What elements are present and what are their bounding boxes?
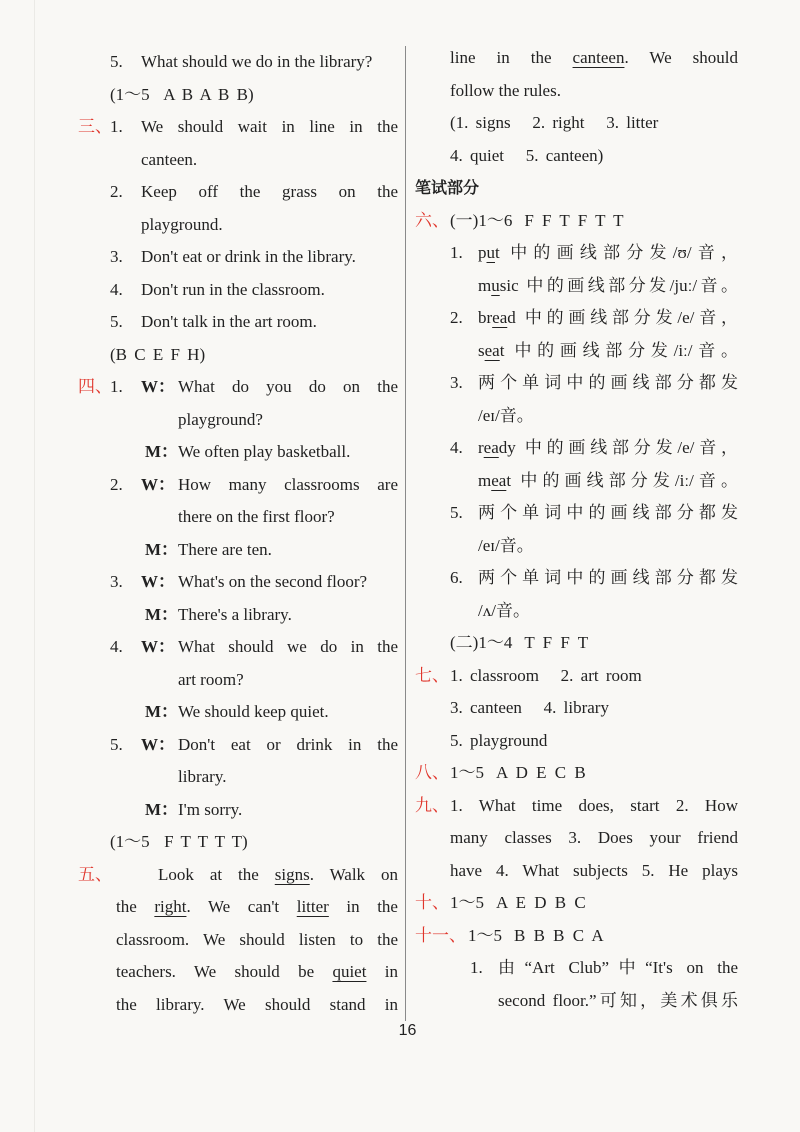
explanation-line <box>415 432 738 465</box>
item-text: Keep off the grass on the <box>141 182 398 201</box>
item-number: 1. <box>470 958 483 977</box>
item-number: 4. <box>110 637 123 656</box>
item-number: 5. <box>450 503 463 522</box>
answer-line <box>78 79 398 112</box>
answer-key: F F T F T T <box>524 210 624 230</box>
passage-text <box>116 989 398 1022</box>
answer-range: 1～5 <box>450 893 484 912</box>
speaker-w: W： <box>141 572 175 591</box>
passage-text <box>116 956 398 989</box>
explanation-line <box>415 302 738 335</box>
answer-key: (1～5 F T T T T) <box>110 832 248 851</box>
explanation-text: /eɪ/音。 <box>478 405 534 425</box>
dialog-line <box>78 566 398 599</box>
dialog-text: We often play basketball. <box>178 442 351 461</box>
passage-line <box>78 924 398 957</box>
section-label-5: 五、 <box>78 864 112 884</box>
explanation-line <box>415 270 738 303</box>
passage-segment: line in the <box>450 48 573 67</box>
page-edge-line <box>34 0 35 1132</box>
answer-line <box>78 176 398 209</box>
item-text: playground. <box>141 214 223 234</box>
answer-key: B B B C A <box>514 925 604 945</box>
passage-segment: . We should <box>624 48 738 67</box>
answer-key: (B C E F H) <box>110 344 206 364</box>
answer-line <box>415 627 738 660</box>
explanation-text <box>478 237 738 270</box>
explanation-line <box>415 497 738 530</box>
answer-line <box>415 757 738 790</box>
explanation-text: 两个单词中的画线部分都发 <box>478 373 738 392</box>
underlined-answer: signs <box>274 864 310 884</box>
answer-range: 1～5 <box>468 925 502 945</box>
underlined-letters: ea <box>483 438 499 457</box>
answer-line <box>78 241 398 274</box>
item-text: Don't talk in the art room. <box>141 312 317 331</box>
underlined-answer: canteen <box>572 48 625 67</box>
item-number: 4. <box>110 279 123 299</box>
speaker-m: M： <box>145 539 179 559</box>
section-label-9: 九、 <box>415 795 449 815</box>
underlined-letters: ea <box>491 470 507 490</box>
dialog-line <box>78 729 398 762</box>
dialog-line <box>78 794 398 827</box>
dialog-line <box>78 631 398 664</box>
right-column <box>415 42 738 1017</box>
answer-line <box>78 826 398 859</box>
answer-line <box>78 209 398 242</box>
answer-key: 3. canteen 4. library <box>450 698 609 717</box>
passage-segment: in the <box>328 897 398 916</box>
answer-key: (1～5 A B A B B) <box>110 84 254 104</box>
section-label-10: 十、 <box>415 893 449 912</box>
answer-line <box>78 274 398 307</box>
explanation-rest: 中的画线部分发/iː/音。 <box>511 470 738 490</box>
underlined-answer: right <box>154 897 187 916</box>
dialog-line <box>78 664 398 697</box>
answer-key: 4. quiet 5. canteen) <box>450 145 604 165</box>
answer-key: 5. playground <box>450 730 548 750</box>
item-number: 2. <box>450 308 463 327</box>
answer-line <box>78 339 398 372</box>
passage-segment: . Walk on <box>309 864 398 884</box>
explanation-line <box>415 952 738 985</box>
explanation-text: 两个单词中的画线部分都发 <box>478 568 738 587</box>
part-label: (二)1～4 <box>450 633 513 652</box>
item-text: Don't run in the classroom. <box>141 279 325 299</box>
item-number: 6. <box>450 568 463 587</box>
item-number: 5. <box>110 52 123 71</box>
answer-key: 1. classroom 2. art room <box>450 665 642 685</box>
answer-line <box>415 920 738 953</box>
answer-key: many classes 3. Does your friend <box>450 828 738 847</box>
answer-line <box>415 887 738 920</box>
answer-line <box>415 107 738 140</box>
dialog-text: I'm sorry. <box>178 799 243 819</box>
speaker-m: M： <box>145 702 179 721</box>
item-text: What should we do in the library? <box>141 52 373 71</box>
explanation-line <box>415 237 738 270</box>
item-number: 1. <box>450 243 463 262</box>
explanation-text: 由“Art Club”中“It's on the <box>498 958 738 977</box>
word-part: d <box>507 308 516 327</box>
dialog-line <box>78 599 398 632</box>
word-part: m <box>478 275 492 295</box>
answer-range: 1～5 <box>450 763 484 782</box>
explanation-text <box>478 465 738 498</box>
heading-text: 笔试部分 <box>415 178 480 197</box>
section-label-4: 四、 <box>78 377 112 396</box>
passage-line <box>78 956 398 989</box>
passage-segment: in <box>366 962 398 981</box>
dialog-text: What should we do in the <box>178 637 398 656</box>
answer-line <box>78 144 398 177</box>
passage-line <box>415 42 738 75</box>
section-label-7: 七、 <box>415 665 449 685</box>
item-number: 2. <box>110 182 123 201</box>
item-number: 5. <box>110 312 123 331</box>
passage-text <box>450 42 738 75</box>
item-number: 5. <box>110 734 123 754</box>
explanation-text <box>478 270 738 303</box>
speaker-w: W： <box>141 474 175 494</box>
word-part: sic <box>499 275 519 295</box>
item-number: 3. <box>110 572 123 591</box>
explanation-rest: 中的画线部分发/e/音， <box>515 308 738 327</box>
answer-line <box>415 660 738 693</box>
explanation-text <box>478 432 738 465</box>
answer-key: 1. What time does, start 2. How <box>450 795 738 815</box>
answer-line <box>415 205 738 238</box>
item-number: 1. <box>110 377 123 396</box>
item-number: 4. <box>450 438 463 457</box>
answer-line <box>415 692 738 725</box>
passage-segment: classroom. We should listen to the <box>116 929 398 949</box>
word-part: s <box>478 340 485 360</box>
speaker-m: M： <box>145 604 179 624</box>
answer-line <box>415 140 738 173</box>
dialog-text: library. <box>178 767 227 786</box>
section-label-8: 八、 <box>415 763 449 782</box>
underlined-letters: ea <box>484 340 500 360</box>
explanation-text: /ʌ/音。 <box>478 600 530 620</box>
answer-key: A D E C B <box>496 763 586 782</box>
passage-text <box>158 859 398 892</box>
passage-text <box>116 891 398 924</box>
word-part: br <box>478 308 493 327</box>
dialog-text: There's a library. <box>178 604 292 624</box>
speaker-m: M： <box>145 799 179 819</box>
explanation-rest: 中的画线部分发/juː/音。 <box>518 275 738 295</box>
answer-key: A E D B C <box>496 893 586 912</box>
word-part: m <box>478 470 492 490</box>
explanation-line <box>415 400 738 433</box>
dialog-text: What do you do on the <box>178 377 398 396</box>
underlined-letters: u <box>486 243 495 262</box>
dialog-text: We should keep quiet. <box>178 702 329 721</box>
section-label-3: 三、 <box>78 117 112 136</box>
page-number: 16 <box>398 1022 417 1039</box>
word-part: t <box>499 340 505 360</box>
passage-line <box>78 891 398 924</box>
item-text: We should wait in line in the <box>141 117 398 136</box>
underlined-letters: u <box>491 275 500 295</box>
underlined-answer: quiet <box>332 962 367 981</box>
explanation-line <box>415 335 738 368</box>
explanation-line <box>415 985 738 1018</box>
explanation-text <box>478 302 738 335</box>
item-number: 3. <box>450 373 463 392</box>
explanation-line <box>415 465 738 498</box>
passage-segment: teachers. We should be <box>116 962 333 981</box>
dialog-text: art room? <box>178 669 244 689</box>
left-column <box>78 46 398 1021</box>
dialog-text: there on the first floor? <box>178 507 335 526</box>
written-section-heading <box>415 172 738 205</box>
passage-segment: the library. We should stand in <box>116 994 398 1014</box>
passage-text <box>116 924 398 957</box>
answer-line <box>415 790 738 823</box>
dialog-line <box>78 534 398 567</box>
dialog-text: What's on the second floor? <box>178 572 368 591</box>
passage-line <box>78 859 398 892</box>
explanation-line <box>415 367 738 400</box>
explanation-text: 两个单词中的画线部分都发 <box>478 503 738 522</box>
answer-line <box>415 822 738 855</box>
answer-line <box>415 725 738 758</box>
explanation-rest: 中的画线部分发/e/音， <box>515 438 738 457</box>
answer-line <box>78 111 398 144</box>
passage-segment: . We can't <box>186 897 297 916</box>
item-text: Don't eat or drink in the library. <box>141 247 356 266</box>
item-number: 1. <box>110 117 123 136</box>
passage-line <box>415 75 738 108</box>
item-text: canteen. <box>141 149 198 169</box>
explanation-line <box>415 595 738 628</box>
section-label-6: 六、 <box>415 210 449 230</box>
passage-segment: follow the rules. <box>450 80 561 100</box>
passage-segment: Look at the <box>158 864 275 884</box>
word-part: p <box>478 243 487 262</box>
answer-key: (1. signs 2. right 3. litter <box>450 113 659 132</box>
explanation-rest: 中的画线部分发/iː/音。 <box>504 340 738 360</box>
word-part: t <box>495 243 500 262</box>
dialog-text: How many classrooms are <box>178 474 398 494</box>
dialog-line <box>78 696 398 729</box>
answer-line <box>78 306 398 339</box>
item-number: 3. <box>110 247 123 266</box>
dialog-line <box>78 501 398 534</box>
word-part: r <box>478 438 484 457</box>
passage-line <box>78 989 398 1022</box>
explanation-rest: 中的画线部分发/ʊ/音， <box>499 243 738 262</box>
answer-line <box>78 46 398 79</box>
answer-key: have 4. What subjects 5. He plays <box>450 860 738 880</box>
explanation-line <box>415 530 738 563</box>
section-label-11: 十一、 <box>415 925 466 945</box>
dialog-text: playground? <box>178 409 263 429</box>
speaker-w: W： <box>141 734 175 754</box>
dialog-line <box>78 436 398 469</box>
answer-line <box>415 855 738 888</box>
dialog-text: There are ten. <box>178 539 272 559</box>
item-number: 2. <box>110 474 123 494</box>
explanation-line <box>415 562 738 595</box>
answer-key: T F F T <box>524 633 589 652</box>
passage-segment: the <box>116 897 155 916</box>
word-part: dy <box>498 438 516 457</box>
dialog-line <box>78 404 398 437</box>
dialog-line <box>78 761 398 794</box>
explanation-text <box>478 335 738 368</box>
dialog-line <box>78 469 398 502</box>
speaker-m: M： <box>145 442 179 461</box>
underlined-answer: litter <box>296 897 329 916</box>
speaker-w: W： <box>141 637 175 656</box>
dialog-line <box>78 371 398 404</box>
speaker-w: W： <box>141 377 175 396</box>
word-part: t <box>506 470 512 490</box>
underlined-letters: ea <box>492 308 508 327</box>
explanation-text: /eɪ/音。 <box>478 535 534 555</box>
dialog-text: Don't eat or drink in the <box>178 734 398 754</box>
part-label: (一)1～6 <box>450 210 513 230</box>
explanation-text: second floor.”可知，美术俱乐 <box>498 990 738 1010</box>
column-divider <box>405 46 406 1021</box>
